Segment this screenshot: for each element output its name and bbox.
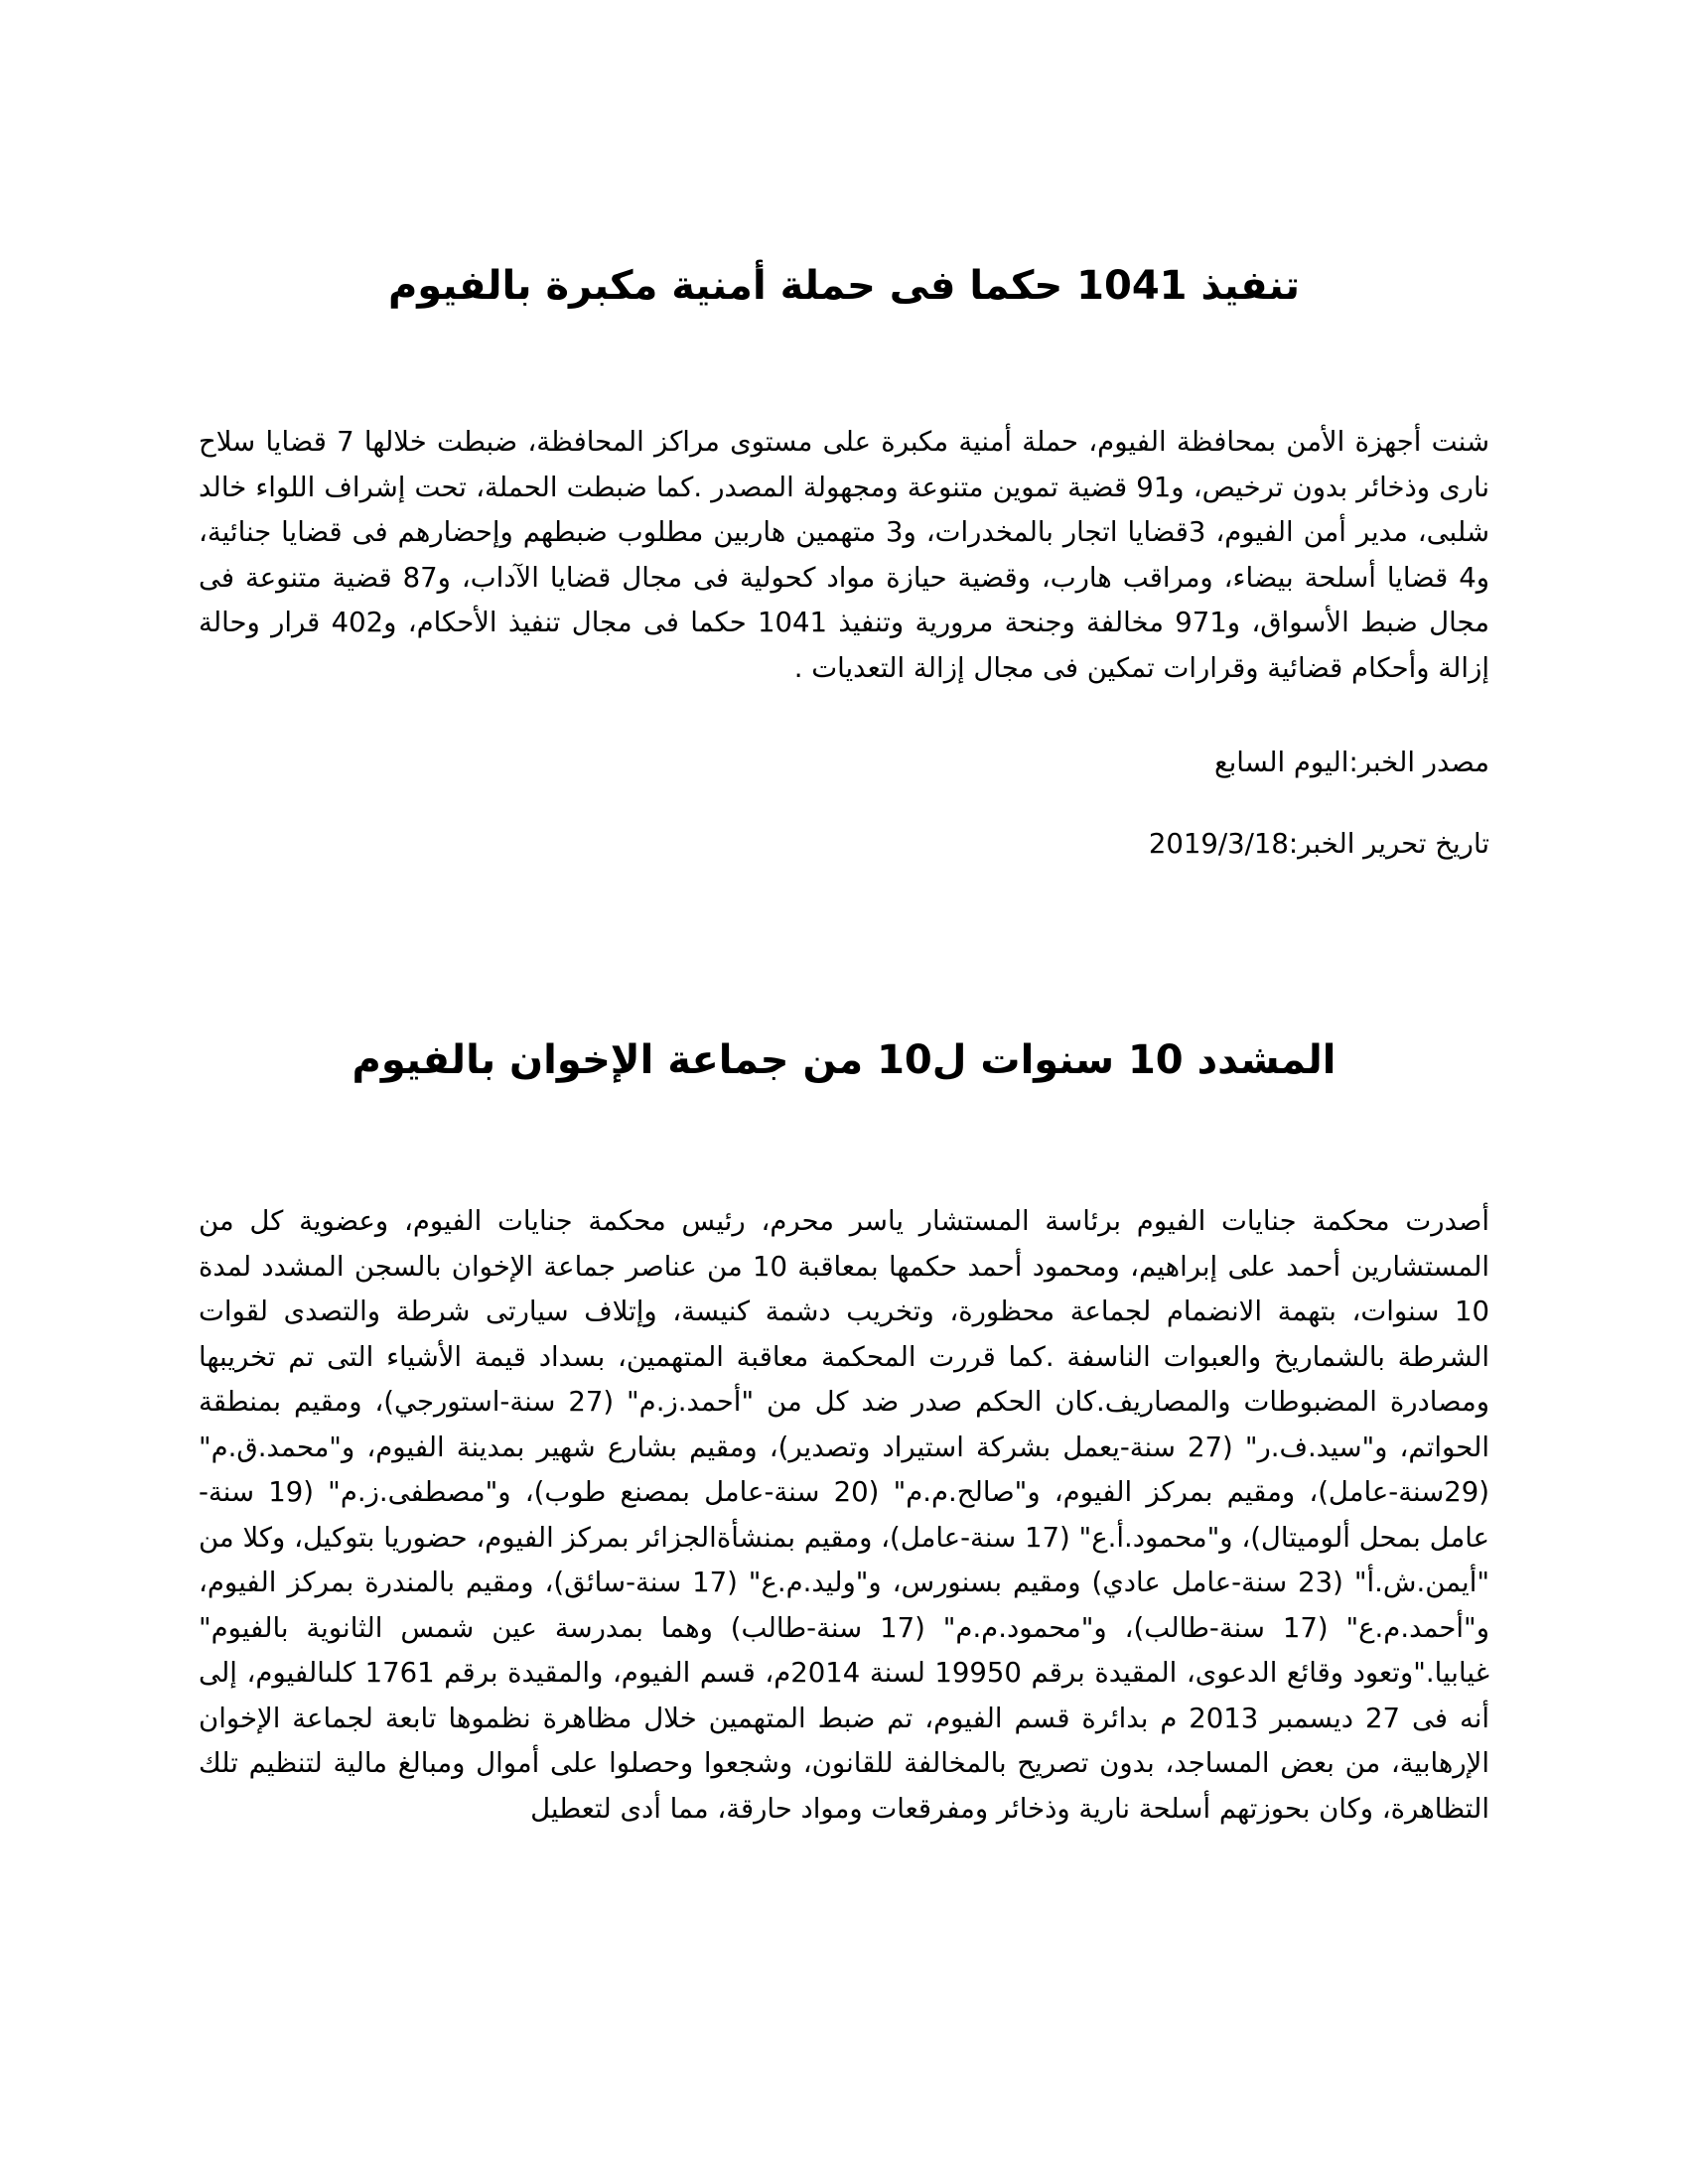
article-1-date: تاريخ تحرير الخبر:2019/3/18 bbox=[1148, 828, 1489, 860]
article-2-headline: المشدد 10 سنوات ل10 من جماعة الإخوان بالفيوم bbox=[352, 1037, 1336, 1083]
article-2-body: أصدرت محكمة جنايات الفيوم برئاسة المستشار ياسر محرم، رئيس محكمة جنايات الفيوم، وعضوية كل من المستشارين أحمد على إبراهيم، ومحمود أحمد حكمها بمعاقبة 10 من عناصر جماعة الإخوان بالسجن المشدد لمدة 10 سنوات، بتهمة الانضمام لجماعة محظورة، وتخريب دشمة كنيسة، وإتلاف سيارتى شرطة والتصدى لقوات الشرطة بالشماريخ والعبوات الناسفة .كما قررت المحكمة معاقبة المتهمين، بسداد قيمة الأشياء التى تم تخريبها ومصادرة المضبوطات والمصاريف.كان الحكم صدر ضد كل من "أحمد.ز.م" (27 سنة-استورجي)، ومقيم بمنطقة الحواتم، و"سيد.ف.ر" (27 سنة-يعمل بشركة استيراد وتصدير)، ومقيم بشارع شهير بمدينة الفيوم، و"محمد.ق.م" (29سنة-عامل)، ومقيم بمركز الفيوم، و"صالح.م.م" (20 سنة-عامل بمصنع طوب)، و"مصطفى.ز.م" (19 سنة-عامل بمحل ألوميتال)، و"محمود.أ.ع" (17 سنة-عامل)، ومقيم بمنشأةالجزائر بمركز الفيوم، حضوريا بتوكيل، وكلا من "أيمن.ش.أ" (23 سنة-عامل عادي) ومقيم بسنورس، و"وليد.م.ع" (17 سنة-سائق)، ومقيم بالمندرة بمركز الفيوم، و"أحمد.م.ع" (17 سنة-طالب)، و"محمود.م.م" (17 سنة-طالب) وهما بمدرسة عين شمس الثانوية بالفيوم" غيابيا."وتعود وقائع الدعوى، المقيدة برقم 19950 لسنة 2014م، قسم الفيوم، والمقيدة برقم 1761 كلىالفيوم، إلى أنه فى 27 ديسمبر 2013 م بدائرة قسم الفيوم، تم ضبط المتهمين خلال مظاهرة نظموها تابعة لجماعة الإخوان الإرهابية، من بعض المساجد، بدون تصريح بالمخالفة للقانون، وشجعوا وحصلوا على أموال ومبالغ مالية لتنظيم تلك التظاهرة، وكان بحوزتهم أسلحة نارية وذخائر ومفرقعات ومواد حارقة، مما أدى لتعطيل bbox=[199, 1205, 1490, 1825]
article-1-source: مصدر الخبر:اليوم السابع bbox=[1213, 747, 1489, 778]
article-1-headline: تنفيذ 1041 حكما فى حملة أمنية مكبرة بالفيوم bbox=[387, 263, 1300, 309]
article-1-body: شنت أجهزة الأمن بمحافظة الفيوم، حملة أمنية مكبرة على مستوى مراكز المحافظة، ضبطت خلالها 7 قضايا سلاح نارى وذخائر بدون ترخيص، و91 قضية تموين متنوعة ومجهولة المصدر .كما ضبطت الحملة، تحت إشراف اللواء خالد شلبى، مدير أمن الفيوم، 3قضايا اتجار بالمخدرات، و3 متهمين هاربين مطلوب ضبطهم وإحضارهم فى قضايا جنائية، و4 قضايا أسلحة بيضاء، ومراقب هارب، وقضية حيازة مواد كحولية فى مجال قضايا الآداب، و87 قضية متنوعة فى مجال ضبط الأسواق، و971 مخالفة وجنحة مرورية وتنفيذ 1041 حكما فى مجال تنفيذ الأحكام، و402 قرار وحالة إزالة وأحكام قضائية وقرارات تمكين فى مجال إزالة التعديات . bbox=[199, 426, 1490, 684]
news-article-2 bbox=[199, 1030, 1489, 1832]
news-article-1 bbox=[199, 256, 1489, 864]
